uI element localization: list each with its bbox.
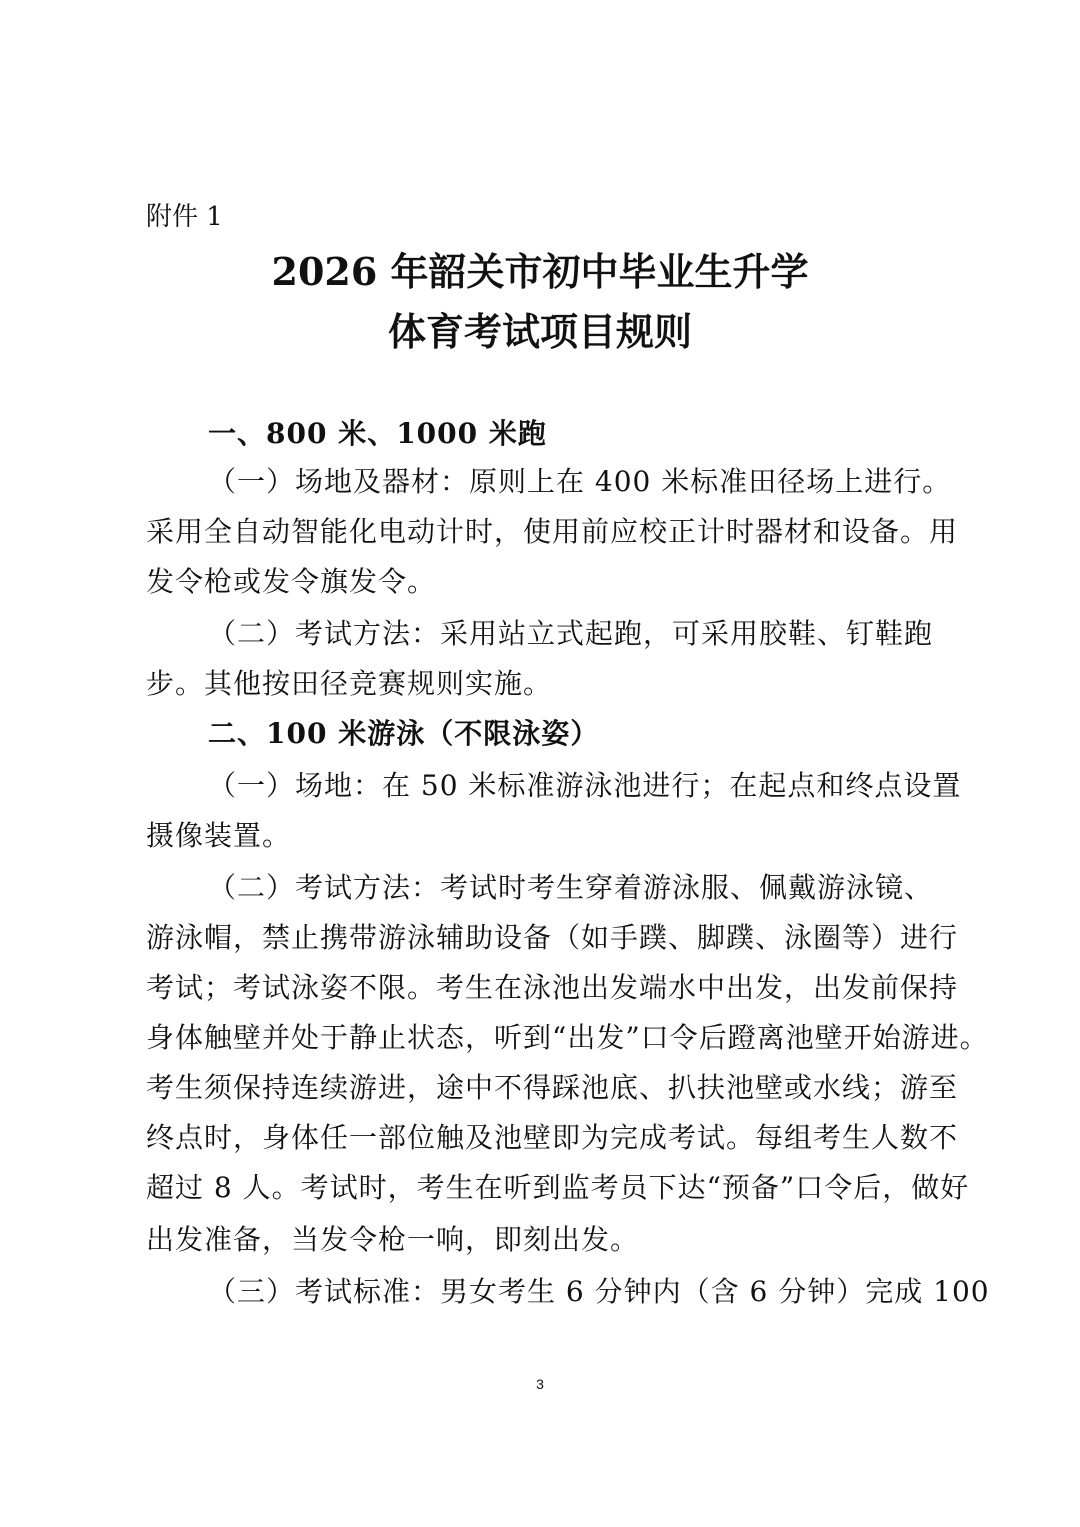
section-heading-running: 一、800 米、1000 米跑 — [208, 417, 547, 450]
body-line: 发令枪或发令旗发令。 — [146, 565, 437, 598]
body-line: 采用全自动智能化电动计时，使用前应校正计时器材和设备。用 — [146, 515, 959, 548]
body-line: 身体触壁并处于静止状态，听到“出发”口令后蹬离池壁开始游进。 — [146, 1021, 989, 1054]
body-line: （二）考试方法：采用站立式起跑，可采用胶鞋、钉鞋跑 — [208, 617, 934, 650]
body-line: 步。其他按田径竞赛规则实施。 — [146, 667, 553, 700]
body-line: 考试；考试泳姿不限。考生在泳池出发端水中出发，出发前保持 — [146, 971, 959, 1004]
body-line: 摄像装置。 — [146, 819, 292, 852]
body-line: 考生须保持连续游进，途中不得踩池底、扒扶池壁或水线；游至 — [146, 1071, 959, 1104]
body-line: （三）考试标准：男女考生 6 分钟内（含 6 分钟）完成 100 — [208, 1275, 990, 1308]
attachment-label: 附件 1 — [146, 202, 223, 232]
body-line: 超过 8 人。考试时，考生在听到监考员下达“预备”口令后，做好 — [146, 1171, 970, 1204]
body-line: 游泳帽，禁止携带游泳辅助设备（如手蹼、脚蹼、泳圈等）进行 — [146, 921, 959, 954]
body-line: （一）场地：在 50 米标准游泳池进行；在起点和终点设置 — [208, 769, 962, 802]
body-line: （一）场地及器材：原则上在 400 米标准田径场上进行。 — [208, 465, 952, 498]
body-line: （二）考试方法：考试时考生穿着游泳服、佩戴游泳镜、 — [208, 871, 934, 904]
document-title-line-2: 体育考试项目规则 — [387, 309, 692, 354]
section-heading-swimming: 二、100 米游泳（不限泳姿） — [208, 717, 600, 750]
body-line: 出发准备，当发令枪一响，即刻出发。 — [146, 1223, 640, 1256]
body-line: 终点时，身体任一部位触及池壁即为完成考试。每组考生人数不 — [146, 1121, 959, 1154]
page-number: 3 — [536, 1376, 544, 1392]
document-title-line-1: 2026 年韶关市初中毕业生升学 — [271, 249, 809, 294]
